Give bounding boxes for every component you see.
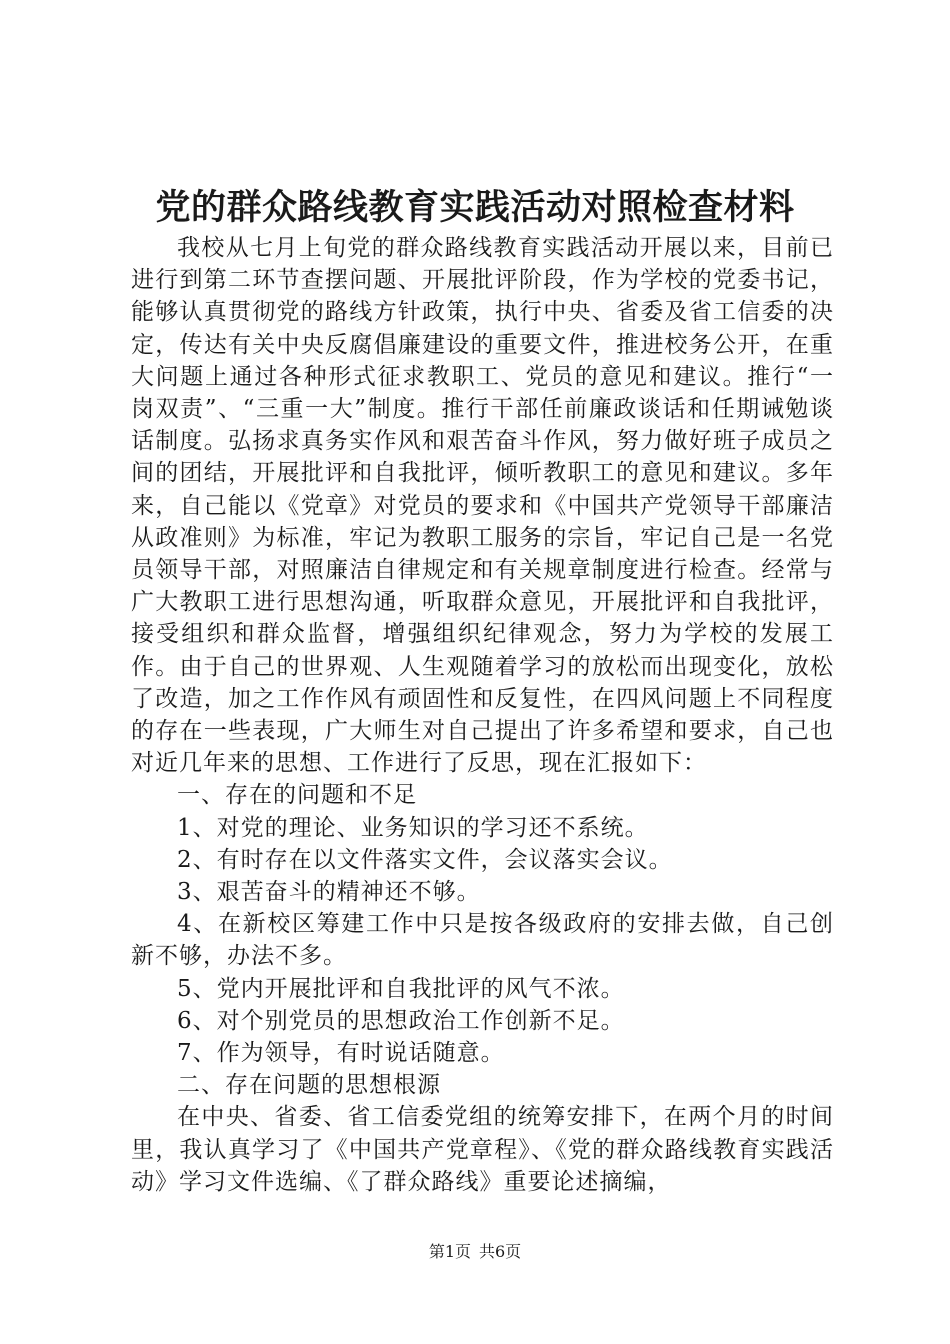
problem-item-6: 6、对个别党员的思想政治工作创新不足。 xyxy=(177,1007,625,1034)
page-number: 第1页 xyxy=(428,1242,471,1261)
problem-item-5: 5、党内开展批评和自我批评的风气不浓。 xyxy=(177,975,625,1002)
section-heading-problems: 一、存在的问题和不足 xyxy=(177,782,417,809)
problem-item-3: 3、艰苦奋斗的精神还不够。 xyxy=(177,879,481,906)
problem-item-7: 7、作为领导，有时说话随意。 xyxy=(177,1040,505,1067)
roots-paragraph: 在中央、省委、省工信委党组的统筹安排下，在两个月的时间里，我认真学习了《中国共产党章程》、《党的群众路线教育实践活动》学习文件选编、《了群众路线》重要论述摘编， xyxy=(131,1104,834,1195)
problem-item-4: 4、在新校区筹建工作中只是按各级政府的安排去做，自己创新不够，办法不多。 xyxy=(131,911,834,970)
page-footer xyxy=(0,1240,950,1264)
problem-item-1: 1、对党的理论、业务知识的学习还不系统。 xyxy=(177,814,649,841)
problem-item-2: 2、有时存在以文件落实文件，会议落实会议。 xyxy=(177,846,673,873)
intro-paragraph: 我校从七月上旬党的群众路线教育实践活动开展以来，目前已进行到第二环节查摆问题、开展批评阶段，作为学校的党委书记，能够认真贯彻党的路线方针政策，执行中央、省委及省工信委的决定，传达有关中央反腐倡廉建设的重要文件，推进校务公开，在重大问题上通过各种形式征求教职工、党员的意见和建议。推行“一岗双责”、“三重一大”制度。推行干部任前廉政谈话和任期诫勉谈话制度。弘扬求真务实作风和艰苦奋斗作风，努力做好班子成员之间的团结，开展批评和自我批评，倾听教职工的意见和建议。多年来，自己能以《党章》对党员的要求和《中国共产党领导干部廉洁从政准则》为标准，牢记为教职工服务的宗旨，牢记自己是一名党员领导干部，对照廉洁自律规定和有关规章制度进行检查。经常与广大教职工进行思想沟通，听取群众意见，开展批评和自我批评，接受组织和群众监督，增强组织纪律观念，努力为学校的发展工作。由于自己的世界观、人生观随着学习的放松而出现变化，放松了改造，加之工作作风有顽固性和反复性，在四风问题上不同程度的存在一些表现，广大师生对自己提出了许多希望和要求，自己也对近几年来的思想、工作进行了反思，现在汇报如下： xyxy=(131,235,834,777)
section-heading-roots: 二、存在问题的思想根源 xyxy=(177,1072,441,1099)
document-body xyxy=(131,232,834,1198)
document-title: 党的群众路线教育实践活动对照检查材料 xyxy=(155,187,795,228)
page-total: 共6页 xyxy=(479,1242,522,1261)
